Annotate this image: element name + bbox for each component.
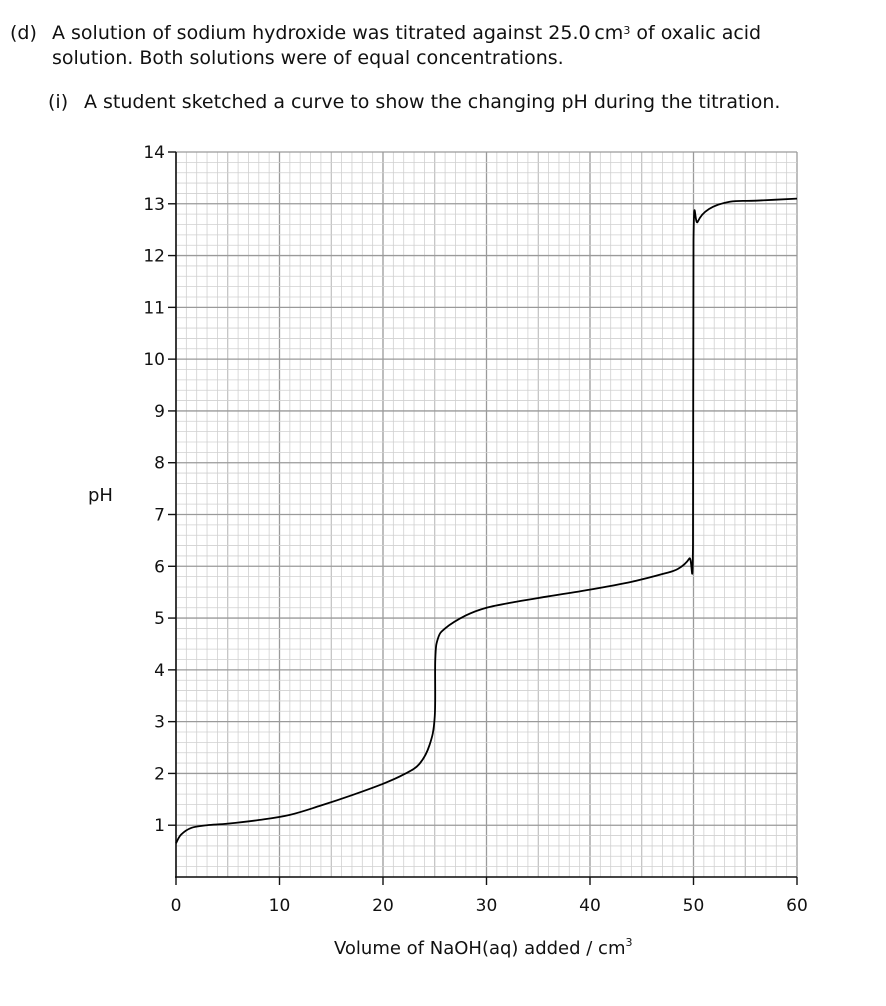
y-tick-label: 3 [154, 712, 165, 733]
y-tick-label: 1 [154, 816, 165, 837]
question-text-line2: solution. Both solutions were of equal concentrations. [52, 47, 564, 69]
chart-ticks [143, 143, 807, 916]
x-tick-label: 40 [579, 896, 601, 916]
y-tick-label: 5 [154, 609, 165, 630]
question-text-line1-sup: 3 [623, 24, 631, 37]
x-tick-label: 10 [268, 896, 291, 916]
y-tick-label: 11 [143, 298, 165, 319]
x-tick-label: 0 [170, 896, 182, 916]
question-text-line1-b: of oxalic acid [630, 22, 762, 44]
y-tick-label: 2 [154, 764, 165, 785]
question-text-line1-a: A solution of sodium hydroxide was titrated against 25.0 cm [52, 22, 624, 44]
y-tick-label: 14 [143, 143, 165, 163]
x-tick-label: 30 [475, 896, 498, 916]
subquestion-text: A student sketched a curve to show the changing pH during the titration. [84, 91, 781, 113]
y-tick-label: 10 [143, 350, 165, 371]
subquestion-label: (i) [48, 91, 69, 113]
y-tick-label: 4 [154, 660, 165, 681]
x-tick-label: 20 [372, 896, 394, 916]
chart-grid [176, 152, 797, 877]
y-tick-label: 13 [143, 194, 165, 215]
y-tick-label: 9 [154, 401, 165, 422]
x-axis-title [334, 936, 632, 959]
x-axis-title-text: Volume of NaOH(aq) added / cm [334, 938, 626, 959]
y-axis-title: pH [88, 485, 113, 506]
x-tick-label: 50 [682, 896, 705, 916]
y-tick-label: 8 [154, 453, 165, 474]
x-axis-title-sup: 3 [625, 936, 633, 949]
y-tick-label: 12 [143, 246, 165, 267]
x-tick-label: 60 [786, 896, 808, 916]
question-part-label: (d) [10, 22, 37, 44]
y-tick-label: 6 [154, 557, 165, 578]
y-tick-label: 7 [154, 505, 165, 526]
